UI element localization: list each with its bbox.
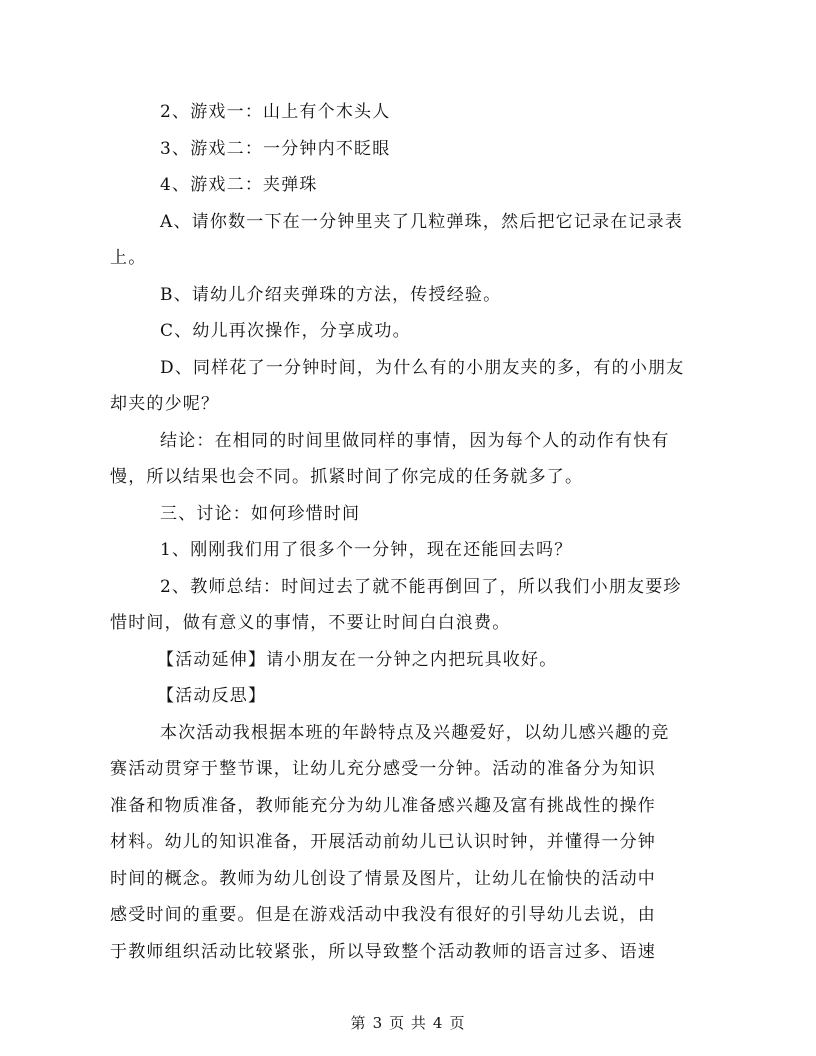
reflection-line-2: 赛活动贯穿于整节课，让幼儿充分感受一分钟。活动的准备分为知识 [110,759,656,779]
reflection-line-3: 准备和物质准备，教师能充分为幼儿准备感兴趣及富有挑战性的操作 [110,795,656,816]
step-a-line-2: 上。 [110,248,147,268]
section-heading-discussion: 三、讨论：如何珍惜时间 [160,503,361,524]
list-item-game-3: 4、游戏二：夹弹珠 [160,175,318,195]
step-d-line-2: 却夹的少呢？ [110,394,220,414]
footer-total-pages: 4 [432,1014,444,1032]
activity-reflection-heading: 【活动反思】 [157,686,267,706]
step-a-line-1: A、请你数一下在一分钟里夹了几粒弹珠，然后把它记录在记录表 [160,211,684,232]
list-item-game-2: 3、游戏二：一分钟内不眨眼 [160,138,391,159]
step-d-line-1: D、同样花了一分钟时间，为什么有的小朋友夹的多，有的小朋友 [160,357,685,378]
reflection-line-7: 于教师组织活动比较紧张，所以导致整个活动教师的语言过多、语速 [110,941,656,962]
reflection-line-1: 本次活动我根据本班的年龄特点及兴趣爱好，以幼儿感兴趣的竞 [160,722,670,743]
document-body [110,94,696,970]
step-c: C、幼儿再次操作，分享成功。 [160,321,411,341]
step-b: B、请幼儿介绍夹弹珠的方法，传授经验。 [160,284,502,305]
footer-middle: 页 共 [389,1014,427,1032]
discussion-item-1: 1、刚刚我们用了很多个一分钟，现在还能回去吗？ [160,540,573,560]
page-footer [0,1012,816,1033]
reflection-line-5: 时间的概念。教师为幼儿创设了情景及图片，让幼儿在愉快的活动中 [110,868,656,889]
footer-prefix: 第 [350,1014,367,1032]
footer-suffix: 页 [449,1014,466,1032]
discussion-item-2-line-2: 惜时间，做有意义的事情，不要让时间白白浪费。 [110,613,511,633]
conclusion-line-2: 慢，所以结果也会不同。抓紧时间了你完成的任务就多了。 [110,467,584,487]
footer-current-page: 3 [372,1014,384,1032]
activity-extension: 【活动延伸】请小朋友在一分钟之内把玩具收好。 [157,649,558,670]
reflection-line-6: 感受时间的重要。但是在游戏活动中我没有很好的引导幼儿去说，由 [110,905,656,925]
discussion-item-2-line-1: 2、教师总结：时间过去了就不能再倒回了，所以我们小朋友要珍 [160,576,682,597]
conclusion-line-1: 结论：在相同的时间里做同样的事情，因为每个人的动作有快有 [160,430,670,451]
list-item-game-1: 2、游戏一：山上有个木头人 [160,102,391,122]
reflection-line-4: 材料。幼儿的知识准备，开展活动前幼儿已认识时钟，并懂得一分钟 [110,832,656,852]
